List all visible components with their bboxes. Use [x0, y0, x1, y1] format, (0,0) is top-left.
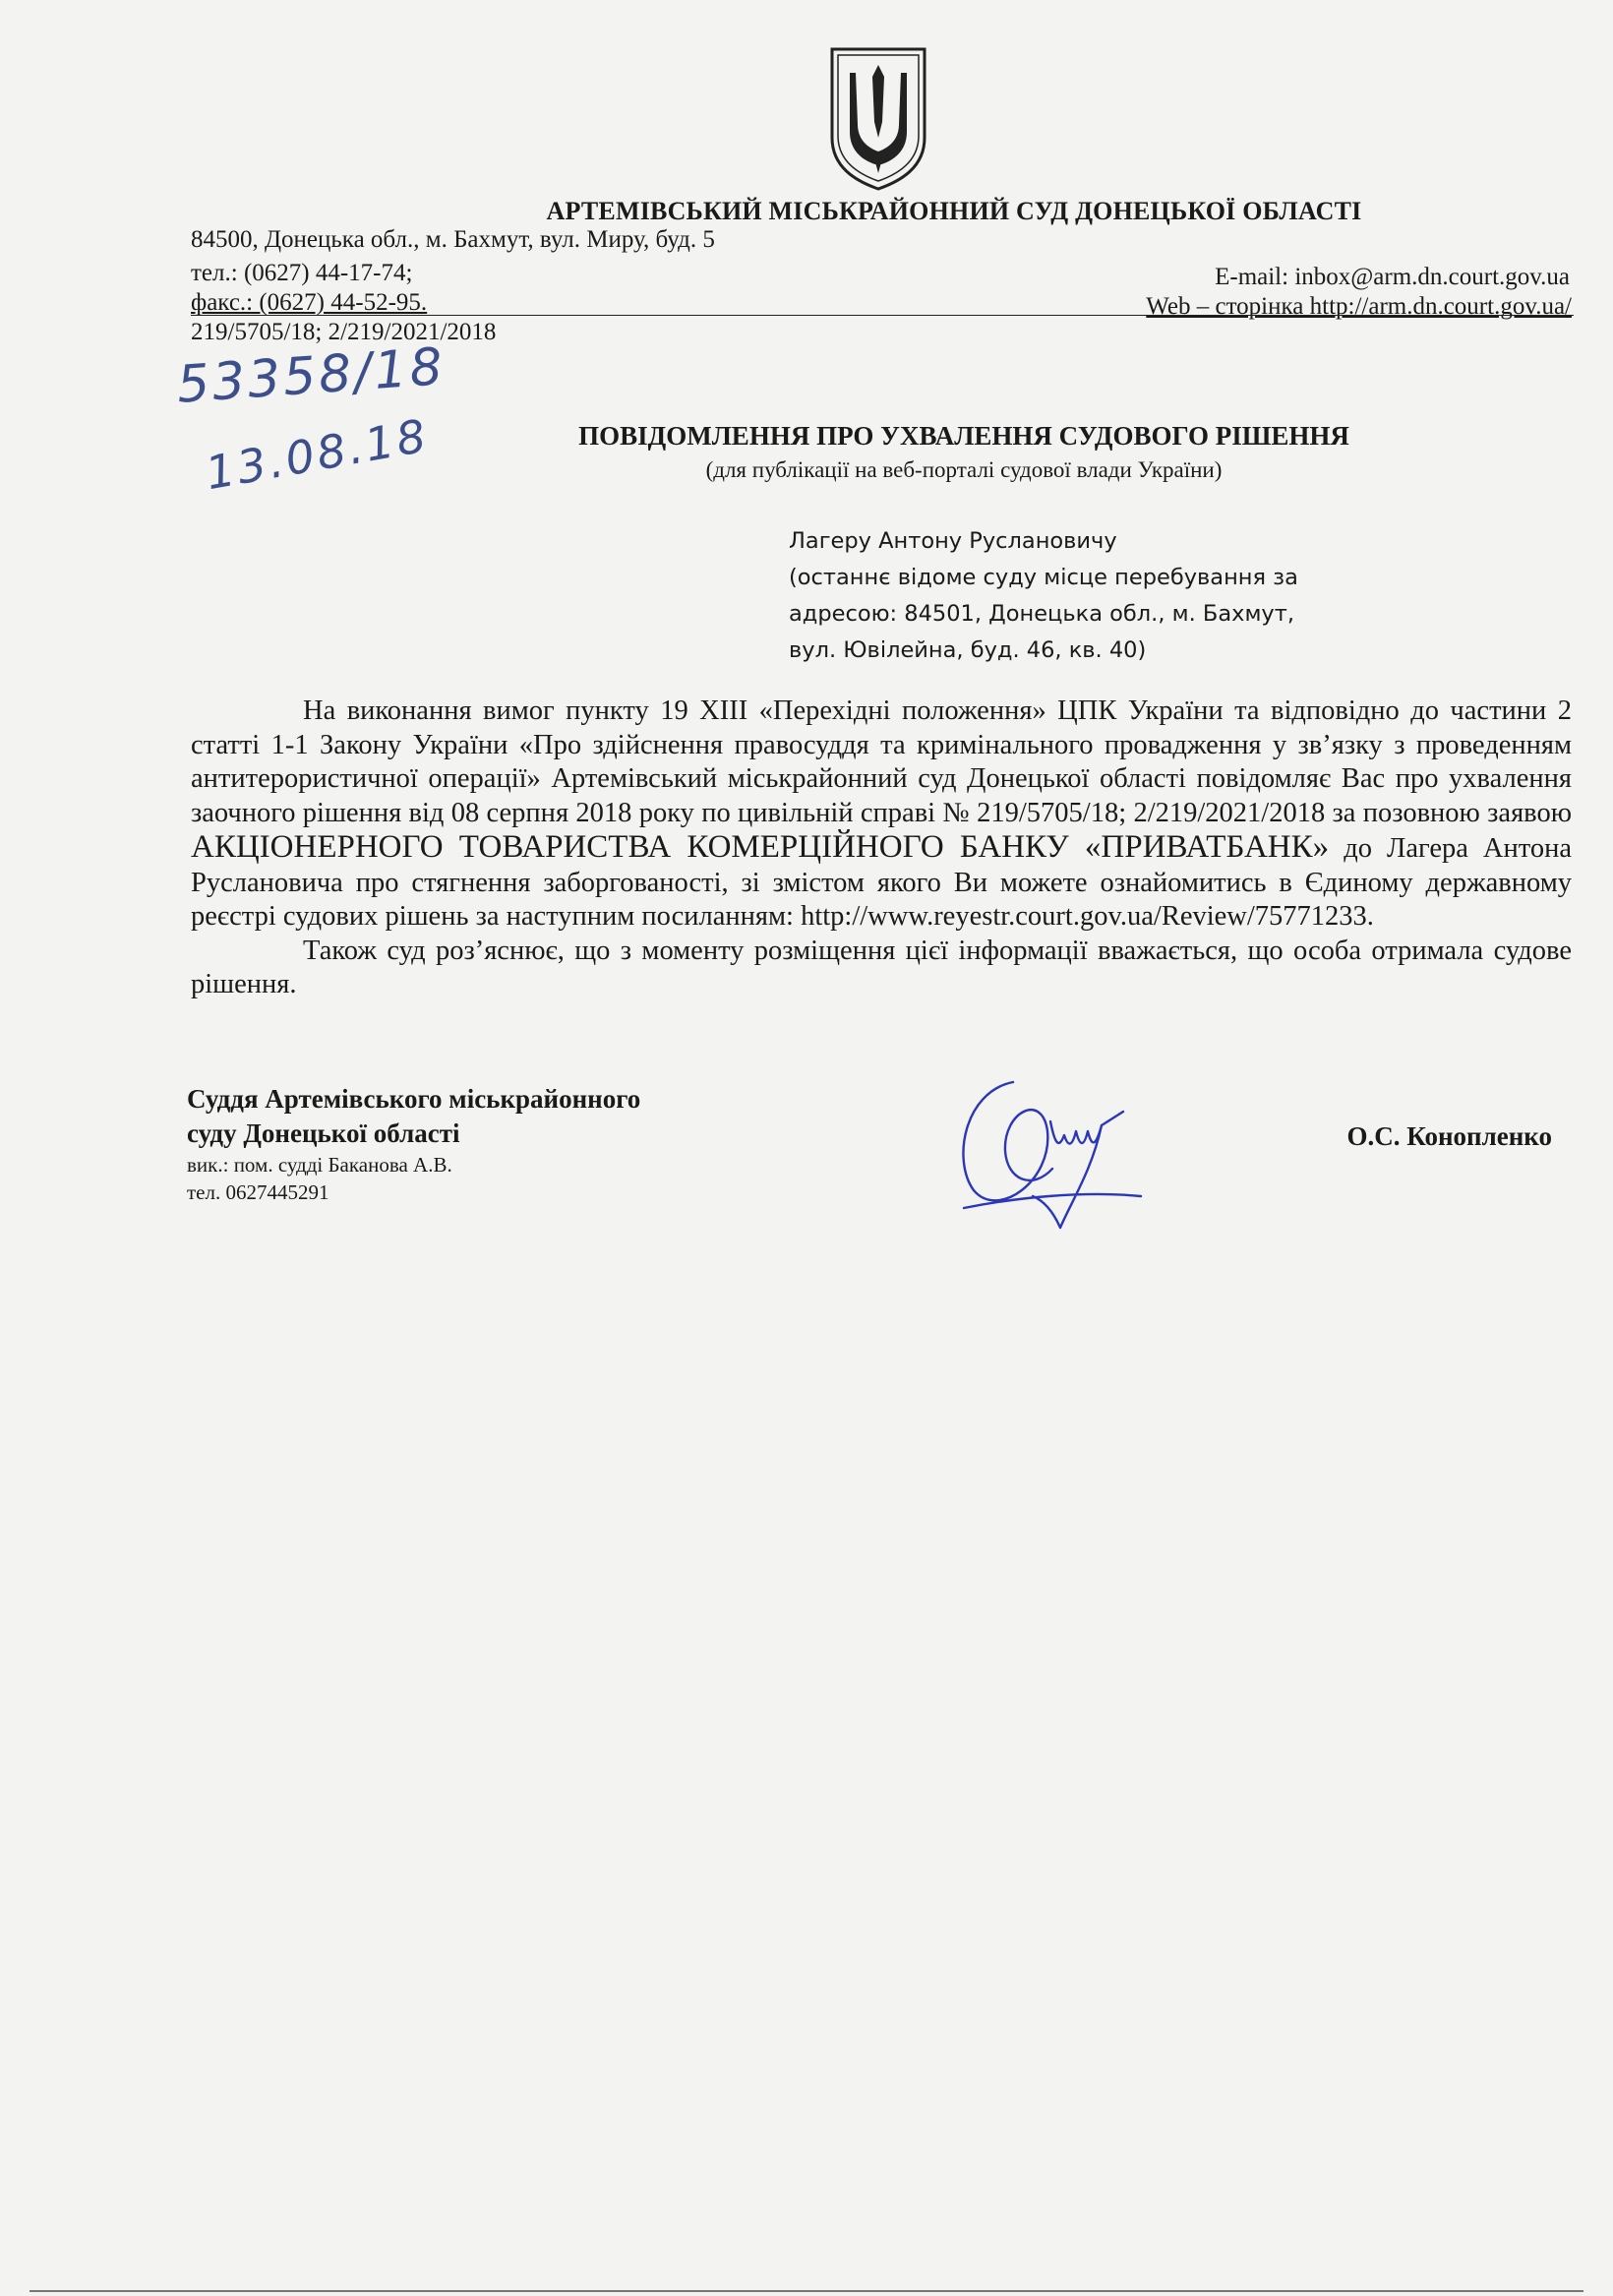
- executor-name: вик.: пом. судді Баканова А.В.: [187, 1153, 452, 1177]
- coat-of-arms-emblem: [824, 43, 932, 193]
- judge-title-line: суду Донецької області: [187, 1118, 460, 1148]
- scan-edge: [30, 2290, 1583, 2292]
- body-paragraph-1: [191, 695, 1572, 935]
- court-name: АРТЕМІВСЬКИЙ МІСЬКРАЙОННИЙ СУД ДОНЕЦЬКОЇ ОБЛАСТІ: [546, 197, 1362, 225]
- addressee-line: (останнє відоме суду місце перебування за: [789, 565, 1298, 590]
- notice-title: ПОВІДОМЛЕННЯ ПРО УХВАЛЕННЯ СУДОВОГО РІШЕННЯ: [578, 421, 1349, 451]
- judge-name: О.С. Конопленко: [1346, 1121, 1552, 1151]
- judge-title-block: [187, 1082, 640, 1151]
- court-website: Web – сторінка http://arm.dn.court.gov.ua/: [1146, 293, 1572, 320]
- court-address: 84500, Донецька обл., м. Бахмут, вул. Миру, буд. 5: [191, 226, 715, 253]
- addressee-line: вул. Ювілейна, буд. 46, кв. 40): [789, 637, 1147, 663]
- body-paragraph-2: Також суд роз’яснює, що з моменту розміщення цієї інформації вважається, що особа отримала судове рішення.: [191, 935, 1572, 999]
- handwritten-signature: [944, 1053, 1161, 1239]
- notice-body: [191, 695, 1572, 1002]
- executor-phone: тел. 0627445291: [187, 1180, 329, 1204]
- handwritten-date: 13.08.18: [202, 408, 433, 501]
- addressee-name: Лагеру Антону Руслановичу: [789, 528, 1117, 554]
- court-email: E-mail: inbox@arm.dn.court.gov.ua: [1215, 264, 1570, 290]
- plaintiff-name: АКЦІОНЕРНОГО ТОВАРИСТВА КОМЕРЦІЙНОГО БАНКУ «ПРИВАТБАНК»: [191, 829, 1330, 865]
- court-fax: факс.: (0627) 44-52-95.: [191, 289, 428, 316]
- body-text: до Лагера Антона Руслановича про стягнення заборгованості, зі змістом якого Ви можете ознайомитись в Єдиному державному реєстрі судових рішень за наступним посиланням: http://www.reyestr.court.gov.ua/Review/75771233.: [191, 833, 1572, 932]
- notice-subtitle: (для публікації на веб-порталі судової влади України): [705, 457, 1223, 482]
- case-number: 219/5705/18; 2/219/2021/2018: [191, 319, 497, 345]
- addressee-line: адресою: 84501, Донецька обл., м. Бахмут,: [789, 601, 1295, 627]
- header-divider: [191, 315, 1574, 316]
- judge-title-line: Суддя Артемівського міськрайонного: [187, 1084, 641, 1114]
- court-phone: тел.: (0627) 44-17-74;: [191, 260, 413, 286]
- handwritten-registration-number: 53358/18: [175, 336, 448, 415]
- addressee-block: [789, 523, 1418, 669]
- executor-block: [187, 1151, 452, 1206]
- body-text: На виконання вимог пункту 19 ХІІІ «Перехідні положення» ЦПК України та відповідно до частини 2 статті 1-1 Закону України «Про здійснення правосуддя та кримінального провадження у зв’язку з проведенням антитерористичної операції» Артемівський міськрайонний суд Донецької області повідомляє Вас про ухвалення заочного рішення від 08 серпня 2018 року по цивільній справі № 219/5705/18; 2/219/2021/2018 за позовною заявою: [191, 695, 1572, 828]
